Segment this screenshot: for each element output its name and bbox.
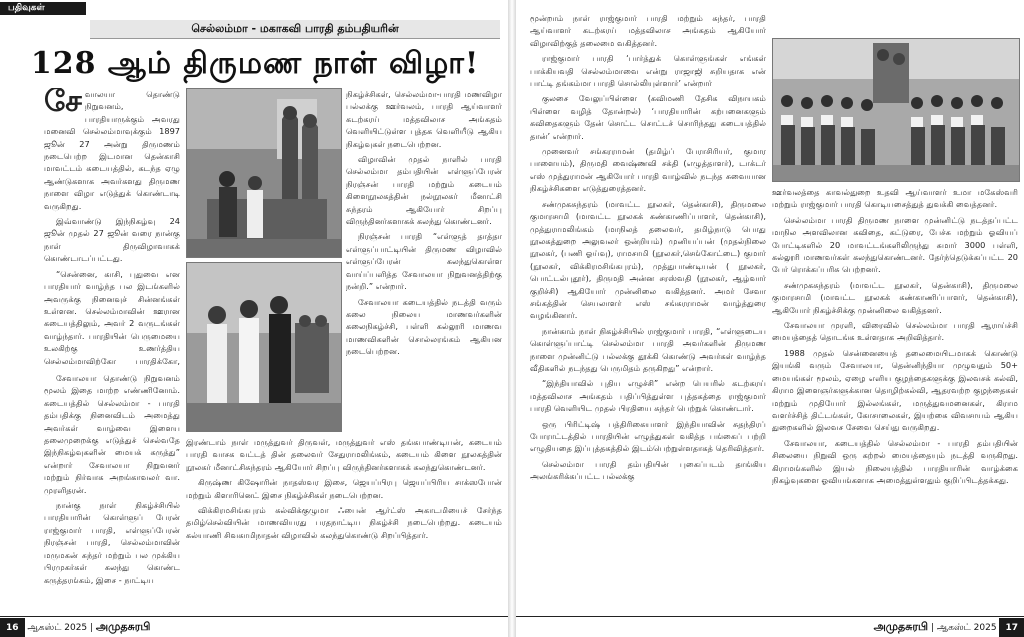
- paragraph: “சென்னை, காசி, புதுவை என பாரதியார் வாழ்ந்த பல இடங்களில் அவருக்கு நினைவுச் சின்னங்கள் உள்ளன. செல்லம்மாவின் ஊரான கடையத்திலும், அவர் 2 வருடங்கள் வாழ்ந்தார். பாரதியின் பெருமையை உலகிற்கு உணர்த்திய செல்லம்மாவிற்கோ பாரதிக்கோ,: [44, 268, 180, 366]
- paragraph: சேவாலயா தொண்டு நிறுவனம் மூலம் இதை மாற்ற எண்ணினோம். கடையத்தில் செல்லம்மா - பாரதி தம்பதிக்கு நினைவிடம் அமைத்து அவர்கள் வாழ்வை இளைய தலைமுறைக்கு எடுத்துச் செல்வதே இந்நிகழ்வுகளின் மையக் கருத்து” என்றார் சேவாலயா நிறுவனர் மற்றும் நிர்வாக அறங்காவலர் வா. முரளிதரன்.: [44, 373, 180, 495]
- right-column-2: [772, 186, 1018, 612]
- left-column-1: [44, 88, 180, 368]
- dignitaries-with-statue-photo: [186, 262, 342, 432]
- paragraph: விழாவின் முதல் நாளில் பாரதி செல்லம்மா தம்பதியின் எள்ளுப்பேரன் நிரஞ்சன் பாரதி மற்றும் கடையம் கிளைநூலகத்தின் நல்நூலகர் மீனாட்சி சுந்தரம் ஆகியோர் சிறப்பு விருந்தினர்களாகக் கலந்து கொண்டனர்.: [346, 154, 502, 227]
- issue-date: ஆகஸ்ட் 2025: [936, 623, 997, 633]
- article-headline: 128 ஆம் திருமண நாள் விழா!: [30, 46, 480, 81]
- paragraph: கிருஷ்ண கிஷோரின் நாதஸ்வர இசை, ஜெயப்பிரபு ஜெயப்பிரிய சாக்ஸபோன் மற்றும் கிளாரினெட் இசை நிகழ்ச்சிகள் நடைபெற்றன.: [186, 477, 502, 500]
- paragraph: சண்முகசுந்தரம் (மாவட்ட நூலகர், தென்காசி), திருமலை குமாரசாமி (மாவட்ட நூலகக் கண்காணிப்பாளர், தென்காசி), ஆகியோர் நிகழ்ச்சிக்கு முன்னிலை வகித்தனர்.: [772, 279, 1018, 315]
- drop-cap: சே: [44, 88, 82, 119]
- prize-winners-group-photo: [772, 38, 1020, 182]
- paragraph: மூன்றாம் நாள் ராஜ்குமார் பாரதி மற்றும் சுந்தர், பாரதி ஆய்வாளர் கடற்கரய் மத்தவிலாச அங்கதம் ஆகியோர் விழாவிற்குத் தலைமை வகித்தனர்.: [530, 13, 766, 48]
- paragraph: விக்கிரமசிங்கபுரம் கல்விக்குழுமா ஃபைன் ஆர்ட்ஸ் அகாடமியைச் சேர்ந்த தமிழ்செல்வியின் மாணவியரது பரதநாட்டிய நிகழ்ச்சி நடைபெற்றது. கடையம் கல்யாணி சிவகாமிநாதன் விழாவில் கலந்துகொண்டு சிறப்பித்தார்.: [186, 505, 502, 540]
- statue-visit-photo: [186, 88, 342, 258]
- paragraph: சேவாலயா கடையத்தில் நடத்தி வரும் கலை நிலைய மாணவர்களின் கலைநிகழ்ச்சி, பள்ளி கல்லூரி மாணவ மாணவிகளின் சொல்லரங்கம் ஆகியன நடைபெற்றன.: [346, 296, 502, 357]
- magazine-brand: அமுதசுரபி: [95, 620, 151, 633]
- paragraph: நிகழ்ச்சிகள், செல்லம்மா-பாரதி மணவிழா பல்லக்கு ஊர்வலம், பாரதி ஆய்வாளர் கடற்கரய் மத்தவிலாச அங்கதம் வெளியிட்டுள்ள புத்தக வெளியீடு ஆகிய நிகழ்வுகள் நடைபெற்றன.: [346, 89, 502, 149]
- left-footer: 16 ஆகஸ்ட் 2025 | அமுதசுரபி: [0, 616, 508, 637]
- paragraph: குலசை வேலுப்பிள்ளை (கவிமணி தேசிக விநாயகம் பிள்ளை வழித் தோன்றல்) ‘பாரதியாரின் கற்பனைகளும் கவிதைகளும் தேன் சொட்ட சொட்டச் சொரிந்தது கடையத்தில் தான்’ என்றார்.: [530, 93, 766, 141]
- paragraph: முனைவர் சங்கரராமன் (தமிழ்ப் பேராசிரியர், குமார பாளையம்), திருமதி வைஷ்ணவி சக்தி (எழுத்தாளர்), டாக்டர் எஸ் முத்துராமன் ஆகியோர் பாரதி வாழ்வில் நடந்த சுவையான நிகழ்ச்சிகளை எடுத்துரைத்தனர்.: [530, 146, 766, 194]
- paragraph: நிரஞ்சன் பாரதி “எள்ளுத் தாத்தா எள்ளுப்பாட்டியின் திருமண விழாவில் எள்ளுப்பேரன் கலந்துகொள்ள வாய்ப்பளித்த சேவாலயா நிறுவனத்திற்கு நன்றி.” என்றார்.: [346, 231, 502, 292]
- paragraph: செல்லம்மா பாரதி திருமண நாளை முன்னிட்டு நடத்தப்பட்ட மாநில அளவிலான கவிதை, கட்டுரை, பேச்சு மற்றும் ஓவியப் போட்டிகளில் 20 மாவட்டங்களிலிருந்து சுமார் 3000 பள்ளி, கல்லூரி மாணவர்கள் கலந்துகொண்டனர். தேர்ந்தெடுக்கப்பட்ட 20 பேர் ரொக்கப்பரிசு பெற்றனர்.: [772, 214, 1018, 275]
- paragraph: சேவாலயா முரளி, விரைவில் செல்லம்மா பாரதி ஆராய்ச்சி மையத்தைத் தொடங்க உள்ளதாக அறிவித்தார்.: [772, 320, 1018, 343]
- paragraph: சேவாலயா தொண்டு நிறுவனம், பாரதியாருக்கும் அவரது மனைவி செல்லம்மாவுக்கும் 1897 ஜூன் 27 அன்று திருமணம் நடைபெற்ற இடமான தென்காசி மாவட்டம் கடையத்தில், கடந்த ஏழு ஆண்டுகளாக அவர்களது திருமண நாளை விழா எடுத்துக் கொண்டாடி வருகிறது.: [44, 88, 180, 211]
- paragraph: நான்காம் நாள் நிகழ்ச்சியில் ராஜ்குமார் பாரதி, “எள்ளுடைய கொள்ளுப்பாட்டி செல்லம்மா பாரதி அவர்களின் திருமண நாளை முன்னிட்டு பல்லக்கு தூக்கி கொண்டு அவர்கள் வாழ்ந்த வீதிகளில் நடந்தது பெருமிதம் தருகிறது” என்றார்.: [530, 325, 766, 373]
- right-page: [516, 0, 1024, 637]
- page-number: 17: [999, 618, 1024, 637]
- paragraph: “இந்தியாவில் புதிய எழுச்சி” என்ற பெயரில் கடற்கரய் மத்தவிலாச அங்கதம் பதிப்பித்துள்ள புத்தகத்தை ராஜ்குமார் பாரதி வெளியிட முதல் பிரதியை சுந்தர் பெற்றுக் கொண்டார்.: [530, 378, 766, 414]
- magazine-brand: அமுதசுரபி: [873, 620, 929, 633]
- issue-date: ஆகஸ்ட் 2025: [27, 623, 88, 633]
- left-page: [0, 0, 508, 637]
- page-number: 16: [0, 618, 25, 637]
- paragraph: இவ்வாண்டு இந்நிகழ்வு 24 ஜூன் முதல் 27 ஜூன் வரை நான்கு நாள் திருவிழாவாகக் கொண்டாடப்பட்டது.: [44, 216, 180, 264]
- paragraph: நான்கு நாள் நிகழ்ச்சியில் பாரதியாரின் கொள்ளுப் பேரன் ராஜ்குமார் பாரதி, எள்ளுப்பேரன் நிரஞ்சன் பாரதி, செல்லம்மாவின் மருமகன் சுந்தர் மற்றும் பல முக்கிய பிரமுகர்கள் கலந்து கொண்ட கருத்தரங்கம், இசை - நாட்டிய: [44, 500, 180, 585]
- paragraph: ஊர்வலத்தை காவல்துறை உதவி ஆய்வாளர் உமா மகேஸ்வரி மற்றும் ராஜ்குமார் பாரதி கொடியசைத்துத் துவக்கி வைத்தனர்.: [772, 187, 1018, 210]
- paragraph: ஒரு பிரிட்டிஷ் பத்திரிகையாளர் இந்தியாவின் சுதந்திரப் போராட்டத்தில் பாரதியின் எழுத்துகள் வகித்த பங்கைப் பற்றி எழுதியதை இப்புத்தகத்தில் இடம்பெற்றுள்ளதாகத் தெரிவித்தார்.: [530, 418, 766, 454]
- right-column-1: [530, 12, 766, 612]
- dignitaries-image: [187, 263, 341, 431]
- group-photo-image: [773, 39, 1019, 181]
- paragraph: இரண்டாம் நாள் மருத்துவர் திருவள், மருத்துவர் எஸ் தங்கபாண்டியன், கடையம் பாரதி வாசக வட்டத் தின் தலைவர் சேதுராமலிங்கம், கடையம் கிளை நூலகத்தின் நூலகர் மீனாட்சிசுந்தரம் ஆகியோர் சிறப்பு விருந்தினர்களாகக் கலந்துகொண்டனர்.: [186, 437, 502, 472]
- right-footer: அமுதசுரபி | ஆகஸ்ட் 2025 17: [516, 616, 1024, 637]
- left-column-3: [346, 88, 502, 430]
- paragraph: செல்லம்மா பாரதி தம்பதியின் புகைப்படம் தாங்கிய அலங்கரிக்கப்பட்ட பல்லக்கு: [530, 458, 766, 482]
- paragraph: 1988 முதல் சென்னையைத் தலைமையிடமாகக் கொண்டு இயங்கி வரும் சேவாலயா, தென்னிந்தியா முழுவதும் 50+ மையங்கள் மூலம், ஏழை எளிய குழந்தைகளுக்கு இலவசக் கல்வி, கிராம இளைஞர்களுக்கான தொழிற்கல்வி, ஆதரவற்ற குழந்தைகள் மற்றும் முதியோர் இல்லங்கள், மருத்துவமனைகள், கிராம வளர்ச்சித் திட்டங்கள், கோசாலைகள், இயற்கை விவசாயம் ஆகிய துறைகளில் இலவச சேவை செய்து வருகிறது.: [772, 347, 1018, 433]
- paragraph: ராஜ்குமார் பாரதி ‘பார்த்துக் கொள்ளுங்கள் எங்கள் பாக்கியவதி செல்லம்மாவை என்று ராஜாஜி சுறியதாக என் பாட்டி தங்கம்மா பாரதி சொல்லியுள்ளார்’ என்றார்: [530, 53, 766, 89]
- section-tag: பதிவுகள்: [0, 2, 86, 15]
- statue-visit-image: [187, 89, 341, 257]
- left-column-bottom-right: [186, 436, 502, 612]
- paragraph: சேவாலயா, கடையத்தில் செல்லம்மா - பாரதி தம்பதியின் சிலையை நிறுவி ஒரு கற்றல் மையத்தையும் நடத்தி வருகிறது. கிராமங்களில் இயல் நிலையத்தில் பாரதியாரின் வாழ்க்கை நிகழ்வுகளை ஓவியங்களாக அமைத்துள்ளதும் குறிப்பிடத்தக்கது.: [772, 437, 1018, 485]
- article-kicker: செல்லம்மா - மகாகவி பாரதி தம்பதியரின்: [90, 20, 500, 39]
- paragraph: சண்முகசுந்தரம் (மாவட்ட நூலகர், தென்காசி), திருமலை குமாரசாமி (மாவட்ட நூலகக் கண்காணிப்பாளர், தென்காசி), முத்துராமலிங்கம் (மாநிலத் தலைவர், தமிழ்நாடு பொது நூலகத்துறை அலுவலர் ஒன்றியம்) முனியப்பன் (முதல்நிலை நூலகர், (பணி ஓய்வு), ராமசாமி (நூலகர்,செங்கோட்டை) குமார் (நூலகர், விக்கிரமசிங்கபுரம்), முத்துபாண்டியன் ( நூலகர், பொட்டல்புதூர்), திருமதி அன்ன சரஸ்வதி (நூலகர், ஆழ்வார் குறிச்சி) ஆகியோர் முன்னிலை வகித்தனர். அமர் சேவா சங்கத்தின் செயலாளர் எஸ் சங்கரராமன் வாழ்த்துரை வழங்கினார்.: [530, 198, 766, 321]
- page-gutter: [508, 0, 516, 637]
- left-column-bottom-wide: [44, 372, 180, 612]
